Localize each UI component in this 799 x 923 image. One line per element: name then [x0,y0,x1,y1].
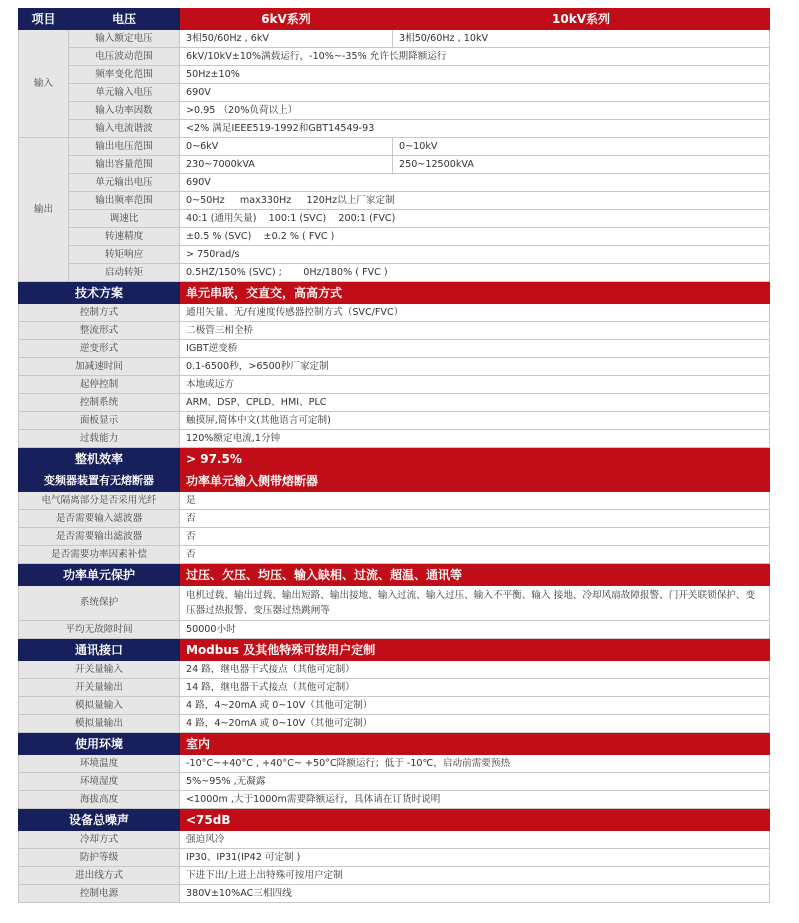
row-label: 控制方式 [19,304,180,322]
table-row [19,791,770,809]
row-label: 频率变化范围 [69,66,180,84]
table-row [19,322,770,340]
section-title: 设备总噪声 [19,809,180,831]
row-value: 电机过载、输出过载、输出短路、输出接地、输入过流、输入过压、输入不平衡、输入 接地、冷却风扇故障报警、门开关联锁保护、变压器过热报警、变压器过热跳闸等 [180,586,770,621]
section-header-env [19,733,770,755]
row-label: 环境温度 [19,755,180,773]
table-row [19,755,770,773]
row-value: -10°C~+40°C , +40°C~ +50°C降额运行；低于 -10℃，启动前需要预热 [180,755,770,773]
row-label: 加减速时间 [19,358,180,376]
row-value: 否 [180,528,770,546]
row-label: 模拟量输出 [19,715,180,733]
row-value-6kv: 230~7000kVA [180,156,393,174]
section-title: 变频器装置有无熔断器 [19,470,180,492]
table-row [19,679,770,697]
row-label: 平均无故障时间 [19,621,180,639]
row-value: ARM、DSP、CPLD、HMI、PLC [180,394,770,412]
section-summary: 单元串联，交直交，高高方式 [180,282,770,304]
table-row [19,867,770,885]
row-label: 输入功率因数 [69,102,180,120]
row-value: 4 路，4~20mA 或 0~10V（其他可定制） [180,715,770,733]
row-label: 输出频率范围 [69,192,180,210]
header-6kv-series: 6kV系列 [180,9,393,30]
section-title: 通讯接口 [19,639,180,661]
table-row [19,849,770,867]
row-label: 输入电流谐波 [69,120,180,138]
row-label: 电气隔离部分是否采用光纤 [19,492,180,510]
row-value: 0.1-6500秒，>6500秒厂家定制 [180,358,770,376]
row-value: 本地或远方 [180,376,770,394]
table-row [19,528,770,546]
table-row [19,831,770,849]
table-row [19,412,770,430]
row-value: 24 路，继电器干式接点（其他可定制） [180,661,770,679]
table-row [19,120,770,138]
group-output-label: 输出 [19,138,69,282]
section-summary: 室内 [180,733,770,755]
table-row [19,48,770,66]
table-row [19,228,770,246]
row-value: 二极管三相全桥 [180,322,770,340]
section-title: 功率单元保护 [19,564,180,586]
table-row [19,546,770,564]
table-row [19,773,770,791]
section-header-efficiency [19,448,770,470]
section-header-tech [19,282,770,304]
row-value: 0~50Hz max330Hz 120Hz以上厂家定制 [180,192,770,210]
row-label: 输入额定电压 [69,30,180,48]
row-label: 逆变形式 [19,340,180,358]
row-value: 4 路，4~20mA 或 0~10V（其他可定制） [180,697,770,715]
header-row [19,9,770,30]
row-value: 触摸屏,简体中文(其他语言可定制) [180,412,770,430]
row-value: 50000小时 [180,621,770,639]
table-row [19,304,770,322]
table-row [19,430,770,448]
section-summary: 功率单元输入侧带熔断器 [180,470,770,492]
header-item: 项目 [19,9,69,30]
table-row [19,264,770,282]
table-row [19,586,770,621]
row-label: 海拔高度 [19,791,180,809]
row-value-6kv: 3相50/60Hz , 6kV [180,30,393,48]
row-value: 690V [180,84,770,102]
row-label: 单元输出电压 [69,174,180,192]
row-label: 面板显示 [19,412,180,430]
table-row [19,30,770,48]
row-value: >0.95 （20%负荷以上） [180,102,770,120]
section-summary: <75dB [180,809,770,831]
row-label: 开关量输出 [19,679,180,697]
row-label: 输出容量范围 [69,156,180,174]
row-value-10kv: 0~10kV [393,138,770,156]
table-row [19,66,770,84]
row-label: 整流形式 [19,322,180,340]
row-value: <2% 满足IEEE519-1992和GBT14549-93 [180,120,770,138]
section-header-noise [19,809,770,831]
row-value: 强迫风冷 [180,831,770,849]
row-value: 6kV/10kV±10%满载运行，-10%~-35% 允许长期降额运行 [180,48,770,66]
table-row [19,102,770,120]
table-row [19,661,770,679]
row-value: 40:1 (通用矢量) 100:1 (SVC) 200:1 (FVC) [180,210,770,228]
row-label: 调速比 [69,210,180,228]
row-label: 控制系统 [19,394,180,412]
table-row [19,138,770,156]
row-label: 过载能力 [19,430,180,448]
row-value: 50Hz±10% [180,66,770,84]
table-row [19,174,770,192]
row-label: 环境湿度 [19,773,180,791]
row-value: 0.5HZ/150% (SVC) ; 0Hz/180% ( FVC ) [180,264,770,282]
table-row [19,715,770,733]
section-summary: 过压、欠压、均压、输入缺相、过流、超温、通讯等 [180,564,770,586]
row-value: 690V [180,174,770,192]
section-header-fuse [19,470,770,492]
table-row [19,246,770,264]
table-row [19,84,770,102]
row-label: 防护等级 [19,849,180,867]
row-label: 模拟量输入 [19,697,180,715]
section-header-comm [19,639,770,661]
row-label: 转速精度 [69,228,180,246]
section-title: 技术方案 [19,282,180,304]
row-label: 是否需要输入滤波器 [19,510,180,528]
row-value-10kv: 250~12500kVA [393,156,770,174]
header-voltage: 电压 [69,9,180,30]
section-header-protection [19,564,770,586]
table-row [19,376,770,394]
row-value: 下进下出/上进上出特殊可按用户定制 [180,867,770,885]
section-title: 使用环境 [19,733,180,755]
row-value-10kv: 3相50/60Hz , 10kV [393,30,770,48]
row-label: 转矩响应 [69,246,180,264]
row-value: IP30、IP31(IP42 可定制 ) [180,849,770,867]
row-label: 电压波动范围 [69,48,180,66]
row-value: 通用矢量、无/有速度传感器控制方式（SVC/FVC） [180,304,770,322]
section-summary: Modbus 及其他特殊可按用户定制 [180,639,770,661]
group-input-label: 输入 [19,30,69,138]
table-row [19,510,770,528]
row-value: 120%额定电流,1分钟 [180,430,770,448]
row-value: 否 [180,546,770,564]
row-label: 控制电源 [19,885,180,903]
row-value: ±0.5 % (SVC) ±0.2 % ( FVC ) [180,228,770,246]
row-label: 启动转矩 [69,264,180,282]
row-label: 开关量输入 [19,661,180,679]
spec-table [18,8,770,903]
header-10kv-series: 10kV系列 [393,9,770,30]
table-row [19,621,770,639]
table-row [19,156,770,174]
row-value: > 750rad/s [180,246,770,264]
table-row [19,358,770,376]
row-label: 冷却方式 [19,831,180,849]
section-title: 整机效率 [19,448,180,470]
table-row [19,885,770,903]
row-value: 是 [180,492,770,510]
row-value: 5%~95% ,无凝露 [180,773,770,791]
spec-sheet [18,8,769,903]
row-value: 380V±10%AC三相四线 [180,885,770,903]
table-row [19,210,770,228]
table-row [19,340,770,358]
row-label: 单元输入电压 [69,84,180,102]
table-row [19,394,770,412]
table-row [19,697,770,715]
row-label: 是否需要功率因素补偿 [19,546,180,564]
table-row [19,192,770,210]
section-summary: > 97.5% [180,448,770,470]
row-value: IGBT逆变桥 [180,340,770,358]
row-label: 起停控制 [19,376,180,394]
row-label: 进出线方式 [19,867,180,885]
row-label: 系统保护 [19,586,180,621]
row-value: 14 路，继电器干式接点（其他可定制） [180,679,770,697]
row-value: 否 [180,510,770,528]
row-label: 是否需要输出滤波器 [19,528,180,546]
row-label: 输出电压范围 [69,138,180,156]
table-row [19,492,770,510]
row-value-6kv: 0~6kV [180,138,393,156]
row-value: <1000m ,大于1000m需要降额运行，具体请在订货时说明 [180,791,770,809]
